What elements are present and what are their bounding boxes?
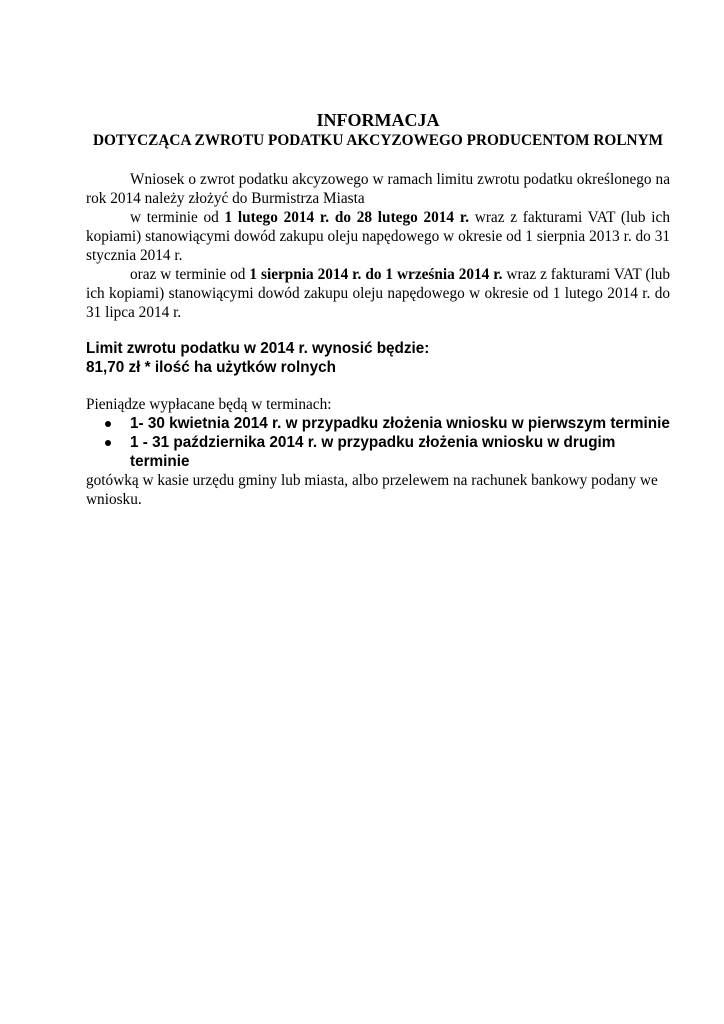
- intro-text: Wniosek o zwrot podatku akcyzowego w ramach limitu zwrotu podatku określonego na rok 2014 należy złożyć do Burmistrza Miasta: [86, 171, 670, 207]
- term-1-paragraph: [86, 208, 670, 265]
- document-content: [86, 109, 670, 509]
- term-2-paragraph: [86, 265, 670, 322]
- document-subtitle: DOTYCZĄCA ZWROTU PODATKU AKCYZOWEGO PRODUCENTOM ROLNYM: [92, 132, 664, 149]
- bullet-icon: [105, 440, 111, 446]
- term-2-prefix: oraz w terminie od: [130, 266, 250, 283]
- payment-term-item: [86, 433, 670, 471]
- term-1-prefix: w terminie od: [130, 209, 225, 226]
- payment-closing: gotówką w kasie urzędu gminy lub miasta, albo przelewem na rachunek bankowy podany we wniosku.: [86, 472, 658, 508]
- payment-term-text: 1 - 31 października 2014 r. w przypadku złożenia wniosku w drugim terminie: [130, 434, 616, 470]
- payment-intro: Pieniądze wypłacane będą w terminach:: [86, 396, 332, 413]
- payment-term-text: 1- 30 kwietnia 2014 r. w przypadku złożenia wniosku w pierwszym terminie: [130, 415, 670, 432]
- limit-value: 81,70 zł * ilość ha użytków rolnych: [86, 359, 336, 376]
- term-1-dates: 1 lutego 2014 r. do 28 lutego 2014 r.: [224, 209, 470, 226]
- payment-terms-list: [86, 414, 670, 471]
- term-2-dates: 1 sierpnia 2014 r. do 1 września 2014 r.: [249, 266, 503, 283]
- term-1-suffix: wraz z fakturami VAT (lub ich kopiami) stanowiącymi dowód zakupu oleju napędowego w okresie od 1 sierpnia 2013 r. do 31 stycznia 2014 r.: [86, 209, 670, 264]
- bullet-icon: [105, 421, 111, 427]
- intro-paragraph: [86, 170, 670, 208]
- term-2-suffix: wraz z fakturami VAT (lub ich kopiami) stanowiącymi dowód zakupu oleju napędowego w okresie od 1 lutego 2014 r. do 31 lipca 2014 r.: [86, 266, 671, 321]
- payment-term-item: [86, 414, 670, 433]
- document-title: INFORMACJA: [316, 110, 440, 130]
- limit-heading: Limit zwrotu podatku w 2014 r. wynosić będzie:: [86, 340, 430, 357]
